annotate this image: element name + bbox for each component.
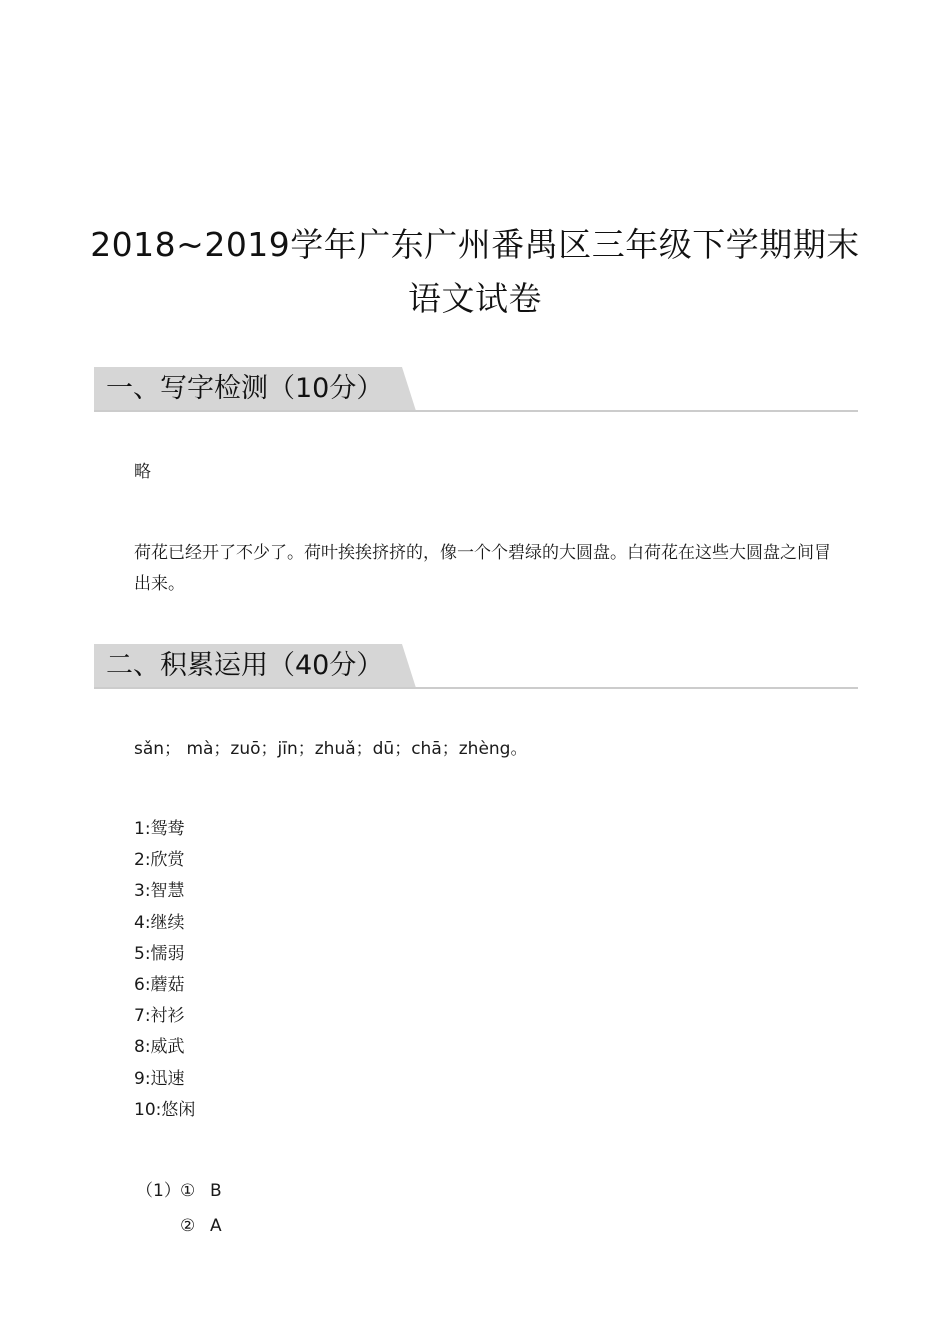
choice-marker: ① <box>180 1181 196 1201</box>
list-item: 1:鸳鸯 <box>134 819 185 839</box>
question-number: （1） <box>136 1181 181 1201</box>
choice-answer: A <box>210 1216 222 1236</box>
section-divider <box>94 687 858 689</box>
choice-marker: ② <box>180 1216 196 1236</box>
section-header-writing <box>94 367 858 413</box>
list-item: 4:继续 <box>134 912 185 933</box>
document-title-line-2: 语文试卷 <box>408 279 542 318</box>
section-heading: 一、写字检测（10分） <box>106 373 384 404</box>
section-divider <box>94 410 858 412</box>
pinyin-answers: sǎn； mà；zuō；jīn；zhuǎ；dū；chā；zhèng。 <box>134 739 528 759</box>
list-item: 7:衬衫 <box>134 1006 185 1027</box>
list-item: 9:迅速 <box>134 1068 185 1089</box>
word-answer-list <box>134 814 195 1126</box>
list-item: 3:智慧 <box>134 881 185 902</box>
list-item: 5:懦弱 <box>134 943 185 964</box>
passage-text: 荷花已经开了不少了。荷叶挨挨挤挤的，像一个个碧绿的大圆盘。白荷花在这些大圆盘之间冒出来。 <box>134 543 831 594</box>
document-title-line-1: 2018~2019学年广东广州番禺区三年级下学期期末 <box>90 225 860 264</box>
list-item: 6:蘑菇 <box>134 974 185 995</box>
list-item: 10:悠闲 <box>134 1099 196 1120</box>
list-item: 2:欣赏 <box>134 850 185 871</box>
list-item: 8:威武 <box>134 1037 185 1058</box>
answer-omitted: 略 <box>134 462 151 482</box>
section-header-accumulation <box>94 644 858 690</box>
choice-answer: B <box>210 1181 222 1201</box>
section-heading: 二、积累运用（40分） <box>106 650 384 681</box>
